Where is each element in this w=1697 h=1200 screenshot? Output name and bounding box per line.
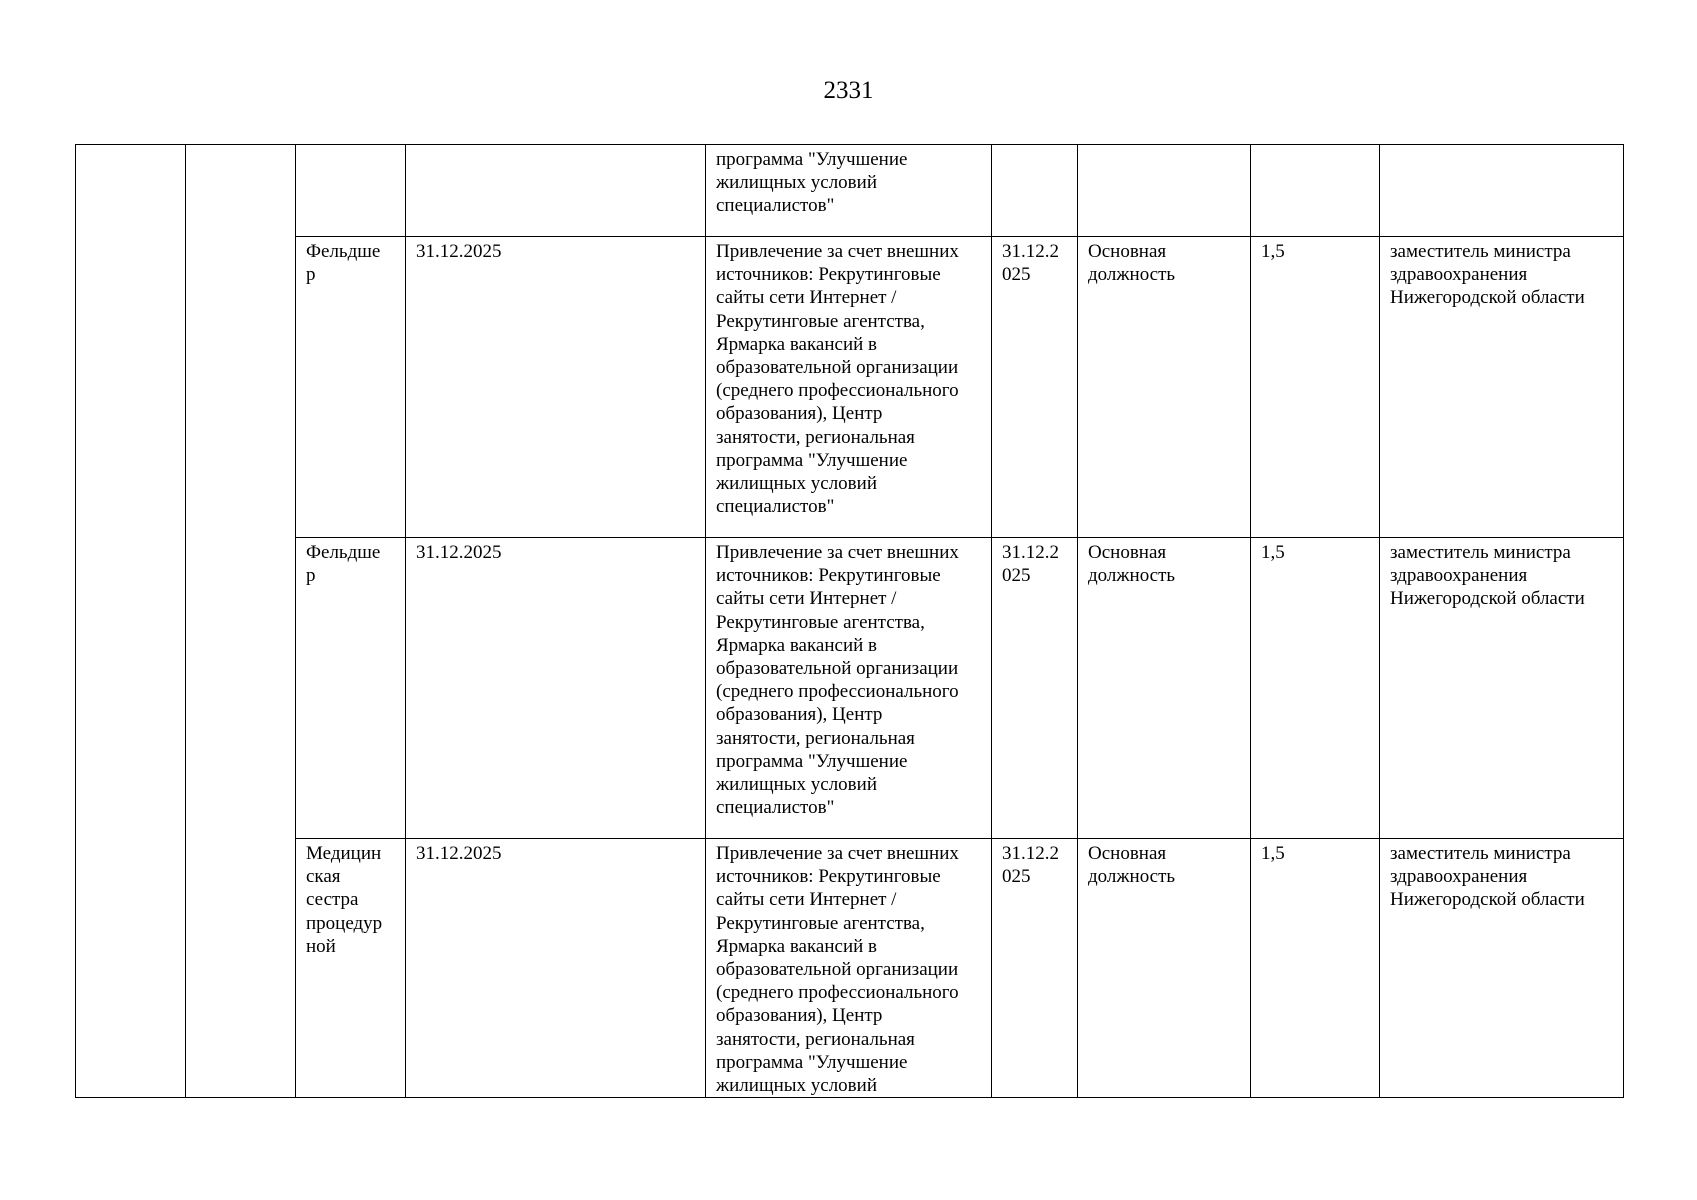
cell-deadline <box>406 145 706 237</box>
cell-deadline: 31.12.2025 <box>406 538 706 839</box>
cell-date: 31.12.2 025 <box>992 839 1078 1098</box>
cell-rate: 1,5 <box>1251 538 1380 839</box>
cell-position: Фельдше р <box>296 538 406 839</box>
cell-responsible <box>1380 145 1624 237</box>
cell-position: Медицин ская сестра процедур ной <box>296 839 406 1098</box>
cell-deadline: 31.12.2025 <box>406 237 706 538</box>
staffing-plan-table <box>75 144 1624 1098</box>
cell-rate: 1,5 <box>1251 237 1380 538</box>
cell-rate <box>1251 145 1380 237</box>
cell-type: Основная должность <box>1078 538 1251 839</box>
cell-organization <box>186 145 296 1098</box>
cell-method: Привлечение за счет внешних источников: Рекрутинговые сайты сети Интернет / Рекрутинговые агентства, Ярмарка вакансий в образовательной организации (среднего профессионального образования), Центр занятости, региональная программа "Улучшение жилищных условий <box>706 839 992 1098</box>
cell-deadline: 31.12.2025 <box>406 839 706 1098</box>
table-row <box>76 237 1624 538</box>
cell-type: Основная должность <box>1078 237 1251 538</box>
cell-responsible: заместитель министра здравоохранения Нижегородской области <box>1380 839 1624 1098</box>
page-number: 2331 <box>823 77 874 104</box>
cell-responsible: заместитель министра здравоохранения Нижегородской области <box>1380 538 1624 839</box>
cell-method: Привлечение за счет внешних источников: Рекрутинговые сайты сети Интернет / Рекрутинговые агентства, Ярмарка вакансий в образовательной организации (среднего профессионального образования), Центр занятости, региональная программа "Улучшение жилищных условий специалистов" <box>706 538 992 839</box>
table-row <box>76 839 1624 1098</box>
cell-method: Привлечение за счет внешних источников: Рекрутинговые сайты сети Интернет / Рекрутинговые агентства, Ярмарка вакансий в образовательной организации (среднего профессионального образования), Центр занятости, региональная программа "Улучшение жилищных условий специалистов" <box>706 237 992 538</box>
cell-rate: 1,5 <box>1251 839 1380 1098</box>
cell-type <box>1078 145 1251 237</box>
cell-type: Основная должность <box>1078 839 1251 1098</box>
cell-position: Фельдше р <box>296 237 406 538</box>
cell-index <box>76 145 186 1098</box>
cell-responsible: заместитель министра здравоохранения Нижегородской области <box>1380 237 1624 538</box>
cell-method: программа "Улучшение жилищных условий специалистов" <box>706 145 992 237</box>
cell-date: 31.12.2 025 <box>992 538 1078 839</box>
table-row-continued <box>76 145 1624 237</box>
table-row <box>76 538 1624 839</box>
cell-date <box>992 145 1078 237</box>
cell-position <box>296 145 406 237</box>
cell-date: 31.12.2 025 <box>992 237 1078 538</box>
